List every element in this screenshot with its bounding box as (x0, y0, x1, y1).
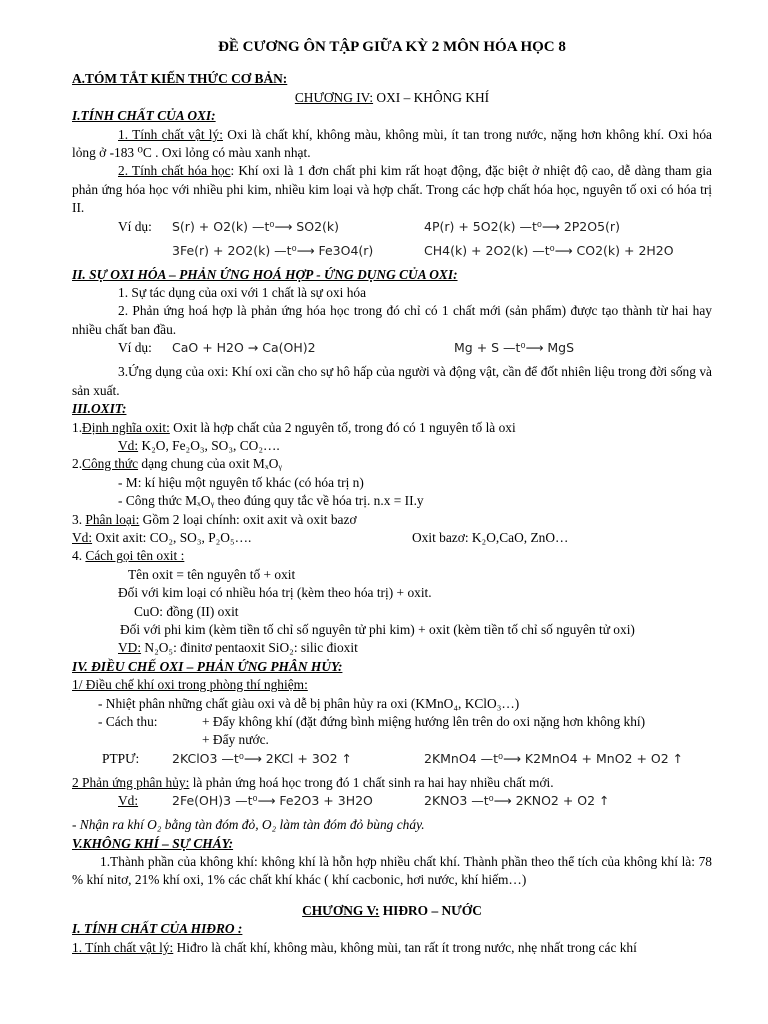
example-text: Oxit bazơ: K₂O,CaO, ZnO… (412, 529, 569, 545)
list-item (72, 713, 712, 750)
example-row (72, 529, 712, 547)
equation: Mg + S —t⁰⟶ MgS (454, 340, 575, 356)
equation: CH4(k) + 2O2(k) —t⁰⟶ CO2(k) + 2H2O (424, 242, 674, 258)
list-text: + Đẩy không khí (đặt đứng bình miệng hướng lên trên do oxi nặng hơn không khí) (202, 714, 646, 729)
paragraph-text: Hiđro là chất khí, không màu, không mùi, tan rất ít trong nước, nhẹ nhất trong các khí (173, 939, 637, 955)
example-label: Vd: (118, 437, 139, 453)
example-label: Ví dụ: (118, 340, 152, 356)
equation: 2KClO3 —t⁰⟶ 2KCl + 3O2 ↑ (172, 750, 353, 766)
list-item: - Công thức MₓOᵧ theo đúng quy tắc về hóa trị. n.x = II.y (118, 493, 424, 509)
equation: 3Fe(r) + 2O2(k) —t⁰⟶ Fe3O4(r) (172, 242, 374, 258)
equation: 4P(r) + 5O2(k) —t⁰⟶ 2P2O5(r) (424, 218, 620, 234)
subheading: Cách gọi tên oxit : (85, 548, 185, 564)
paragraph (72, 511, 712, 529)
paragraph-chemical (72, 162, 712, 217)
example (72, 639, 712, 657)
paragraph: CuO: đồng (II) oxit (134, 603, 239, 619)
paragraph-text: dạng chung của oxit MₓOᵧ (138, 456, 282, 472)
paragraph-text: : Khí oxi là 1 đơn chất phi kim rất hoạt động, đặc biệt ở nhiệt độ cao, dễ dàng tham gia phản ứng hóa học với nhiều phi kim, nhiều kim loại và hợp chất. Trong các hợp chất hóa học, nguyên tố oxi có hóa trị II. (72, 163, 712, 216)
paragraph-text: Oxi là chất khí, không màu, không mùi, ít tan trong nước, nặng hơn không khí. Oxi hóa lỏng ở -183 ⁰C . Oxi lỏng có màu xanh nhạt. (72, 126, 712, 161)
paragraph-text: Gồm 2 loại chính: oxit axit và oxit bazơ (139, 511, 357, 527)
list-body (202, 713, 645, 750)
subheading: 1/ Điều chế khí oxi trong phòng thí nghiệm: (72, 677, 308, 693)
subheading: 2 Phản ứng phân hủy: (72, 774, 190, 790)
equation-row (72, 218, 712, 242)
chapter-label: CHƯƠNG V: (302, 902, 380, 918)
list-item: - M: kí hiệu một nguyên tố khác (có hóa trị n) (118, 474, 364, 490)
list-number: 4. (72, 548, 86, 564)
example (72, 437, 712, 455)
section-6-heading: I. TÍNH CHẤT CỦA HIĐRO : (72, 921, 243, 937)
section-1-heading: I.TÍNH CHẤT CỦA OXI: (72, 108, 216, 124)
list-item: - Nhiệt phân những chất giàu oxi và dễ bị phân hủy ra oxi (KMnO₄, KClO₃…) (98, 695, 520, 711)
paragraph (72, 774, 712, 792)
paragraph (72, 547, 712, 565)
equation-row (72, 339, 712, 363)
equation: 2KMnO4 —t⁰⟶ K2MnO4 + MnO2 + O2 ↑ (424, 750, 684, 766)
subheading: 2. Tính chất hóa học (118, 163, 231, 179)
paragraph (72, 939, 712, 957)
paragraph-text: là phản ứng hoá học trong đó 1 chất sinh ra hai hay nhiều chất mới. (189, 774, 554, 790)
example (72, 529, 412, 547)
section-4-heading: IV. ĐIỀU CHẾ OXI – PHẢN ỨNG PHÂN HỦY: (72, 658, 343, 674)
section-3-heading: III.OXIT: (72, 401, 127, 417)
section-2-heading: II. SỰ OXI HÓA – PHẢN ỨNG HOÁ HỢP - ỨNG DỤNG CỦA OXI: (72, 266, 458, 282)
equation-row (72, 750, 712, 774)
document-page (72, 34, 712, 957)
chapter-name: OXI – KHÔNG KHÍ (373, 89, 490, 105)
document-title: ĐỀ CƯƠNG ÔN TẬP GIỮA KỲ 2 MÔN HÓA HỌC 8 (218, 39, 566, 55)
example-text: K₂O, Fe₂O₃, SO₃, CO₂…. (138, 437, 280, 453)
example-label: VD: (118, 640, 142, 656)
chapter-label: CHƯƠNG IV: (294, 89, 374, 105)
paragraph: 1.Thành phần của không khí: không khí là hỗn hợp nhiều chất khí. Thành phần theo thể tích của không khí là: 78 % khí nitơ, 21% khí oxi, 1% các chất khí khác ( khí cacbonic, hơi nước, khí hiếm…) (72, 854, 712, 888)
example-text: N₂O₅: đinitơ pentaoxit SiO₂: silic đioxit (141, 640, 358, 656)
example-text: Oxit axit: CO₂, SO₃, P₂O₅…. (92, 529, 252, 545)
paragraph (72, 455, 712, 473)
paragraph-physical (72, 126, 712, 163)
list-number: 2. (72, 456, 83, 472)
subheading: Phân loại: (85, 511, 140, 527)
chapter-5-heading (72, 902, 712, 920)
list-label: - Cách thu: (98, 714, 158, 729)
section-5-heading: V.KHÔNG KHÍ – SỰ CHÁY: (72, 835, 234, 851)
example-label: Vd: (118, 793, 139, 809)
list-number: 1. (72, 419, 83, 435)
subheading: 1. Tính chất vật lý: (118, 126, 223, 142)
subheading: Định nghĩa oxit: (82, 419, 170, 435)
paragraph: 2. Phản ứng hoá hợp là phản ứng hóa học trong đó chỉ có 1 chất mới (sản phẩm) được tạo thành từ hai hay nhiều chất ban đầu. (72, 303, 712, 337)
chapter-4-heading (72, 89, 712, 107)
paragraph: Đối với kim loại có nhiều hóa trị (kèm theo hóa trị) + oxit. (118, 585, 432, 601)
section-a-heading: A.TÓM TẮT KIẾN THỨC CƠ BẢN: (72, 71, 288, 87)
equation: S(r) + O2(k) —t⁰⟶ SO2(k) (172, 218, 340, 234)
paragraph: Đối với phi kim (kèm tiền tố chỉ số nguyên tử phi kim) + oxit (kèm tiền tố chỉ số nguyên tử oxi) (120, 621, 635, 637)
paragraph: Tên oxit = tên nguyên tố + oxit (128, 566, 296, 582)
equation-row (72, 242, 712, 266)
example-label: Ví dụ: (118, 218, 152, 234)
equation: 2Fe(OH)3 —t⁰⟶ Fe2O3 + 3H2O (172, 793, 373, 809)
equation-row (72, 792, 712, 816)
list-text: + Đẩy nước. (202, 732, 269, 748)
paragraph-text: Oxit là hợp chất của 2 nguyên tố, trong đó có 1 nguyên tố là oxi (169, 419, 516, 435)
paragraph: 1. Sự tác dụng của oxi với 1 chất là sự oxi hóa (118, 285, 367, 301)
note: - Nhận ra khí O₂ bằng tàn đóm đỏ, O₂ làm tàn đóm đỏ bùng cháy. (72, 817, 425, 833)
list-number: 3. (72, 511, 86, 527)
subheading: Công thức (82, 456, 139, 472)
ptpu-label: PTPƯ: (102, 750, 140, 766)
paragraph (72, 419, 712, 437)
chapter-name: HIĐRO – NƯỚC (379, 902, 482, 918)
equation: CaO + H2O → Ca(OH)2 (172, 340, 316, 356)
equation: 2KNO3 —t⁰⟶ 2KNO2 + O2 ↑ (424, 793, 610, 809)
example-label: Vd: (72, 529, 93, 545)
paragraph: 3.Ứng dụng của oxi: Khí oxi cần cho sự hô hấp của người và động vật, cần để đốt nhiên liệu trong đời sống và sản xuất. (72, 364, 712, 398)
subheading: 1. Tính chất vật lý: (72, 939, 174, 955)
